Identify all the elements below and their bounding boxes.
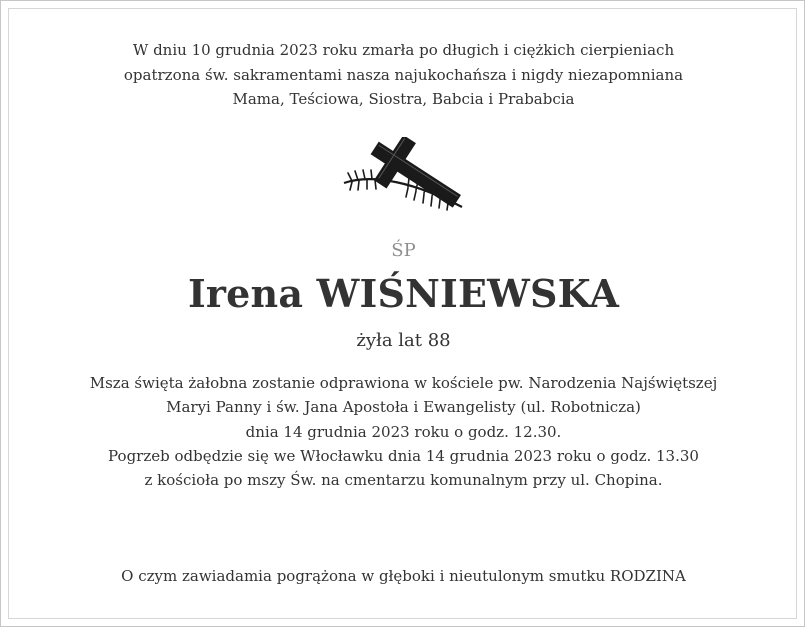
intro-line: Mama, Teściowa, Siostra, Babcia i Prababcia	[232, 90, 575, 108]
intro-text	[1, 38, 805, 112]
details-line: z kościoła po mszy Św. na cmentarzu komunalnym przy ul. Chopina.	[144, 471, 663, 490]
details-line: Msza święta żałobna zostanie odprawiona w kościele pw. Narodzenia Najświętszej	[89, 374, 718, 392]
sp-label: ŚP	[391, 240, 416, 261]
details-line: dnia 14 grudnia 2023 roku o godz. 12.30.	[245, 422, 562, 441]
details-line: Pogrzeb odbędzie się we Włocławku dnia 14 grudnia 2023 roku o godz. 13.30	[108, 446, 699, 465]
intro-line: W dniu 10 grudnia 2023 roku zmarła po długich i ciężkich cierpieniach	[132, 41, 675, 59]
funeral-details	[1, 371, 805, 492]
deceased-name: Irena WIŚNIEWSKA	[187, 271, 620, 316]
age-text: żyła lat 88	[356, 330, 451, 351]
intro-line: opatrzona św. sakramentami nasza najukochańsza i nigdy niezapomniana	[123, 65, 684, 84]
cross-with-palm-branch-icon	[338, 137, 466, 229]
family-signature: O czym zawiadamia pogrążona w głęboki i nieutulonym smutku RODZINA	[121, 567, 686, 585]
details-line: Maryi Panny i św. Jana Apostoła i Ewangelisty (ul. Robotnicza)	[166, 398, 641, 417]
